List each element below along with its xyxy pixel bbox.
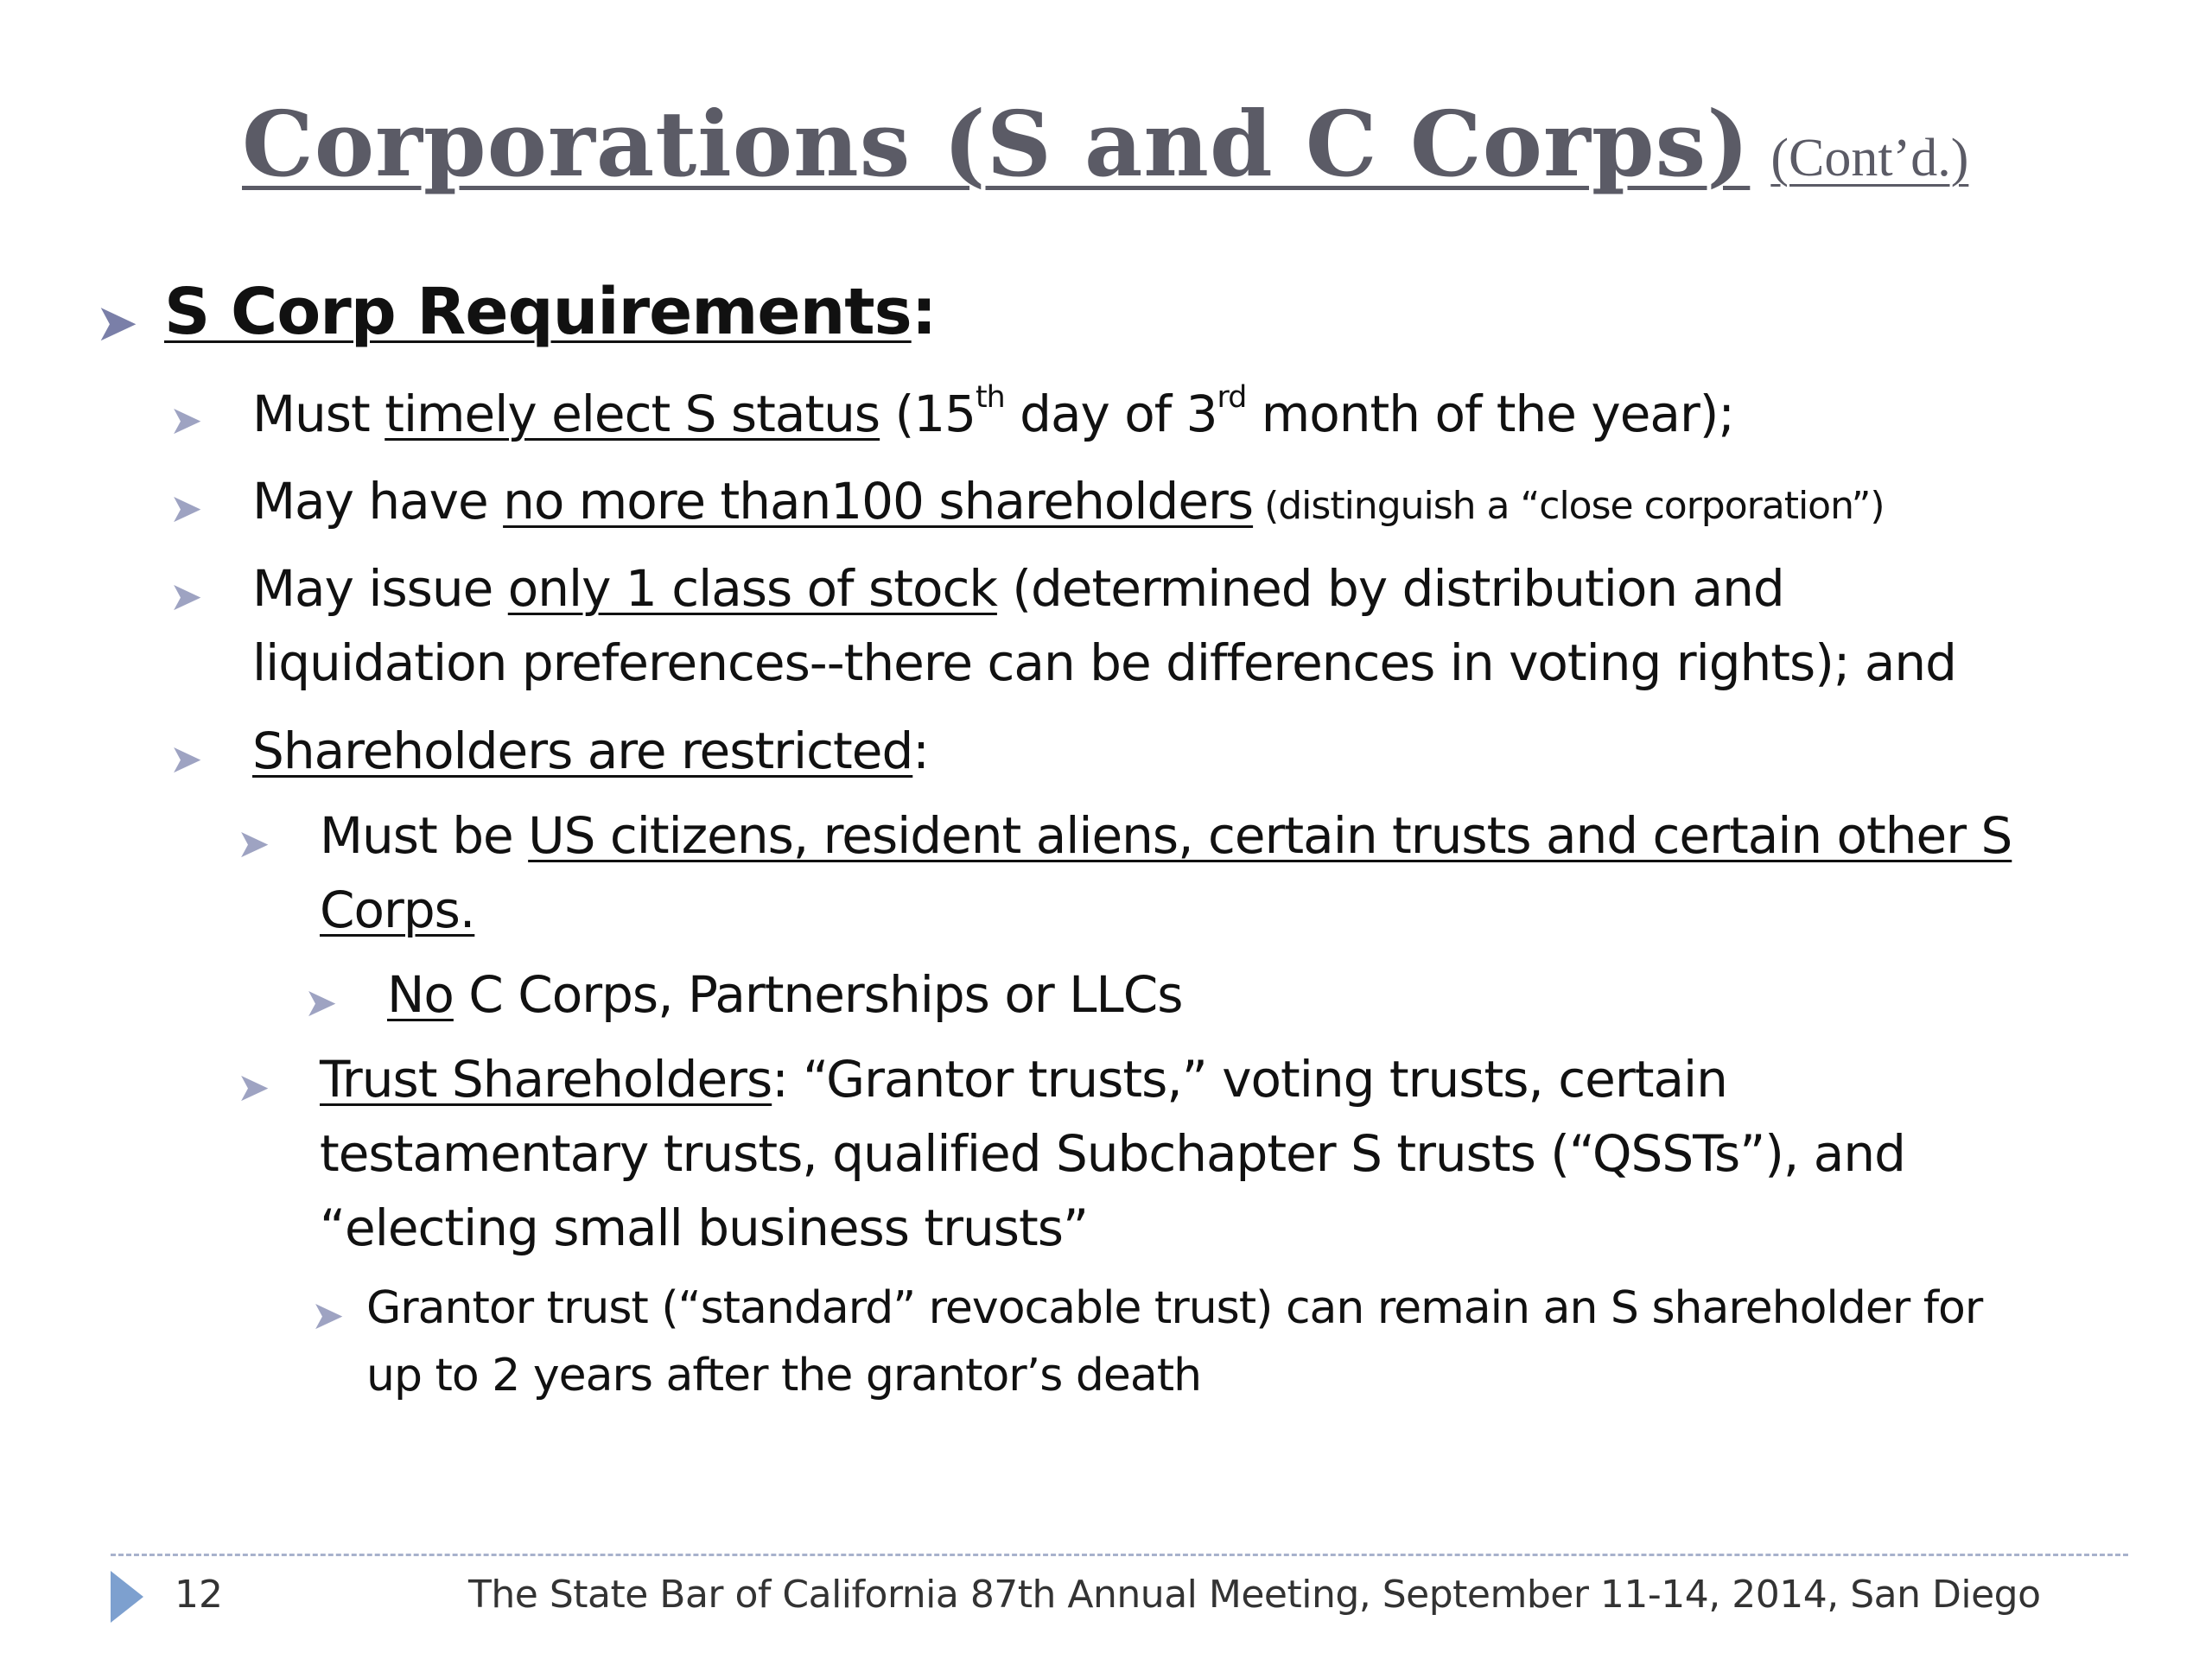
slide-title-sub: (Cont’d.) — [1770, 129, 1969, 188]
item-grantor-trust: Grantor trust (“standard” revocable trust) can remain an S shareholder for — [366, 1282, 1983, 1334]
bullet-arrow-icon: ➤ — [95, 295, 139, 352]
heading-s-corp-requirements: S Corp Requirements: — [164, 275, 937, 349]
item-timely-elect: Must timely elect S status (15th day of 3rd month of the year); — [252, 380, 1734, 443]
bullet-arrow-icon: ➤ — [237, 822, 270, 866]
item-shareholder-limit: May have no more than100 shareholders (distinguish a “close corporation”) — [252, 472, 1885, 531]
slide-title — [242, 91, 1968, 197]
footer-text: The State Bar of California 87th Annual Meeting, September 11-14, 2014, San Diego — [468, 1573, 2041, 1617]
bullet-arrow-icon: ➤ — [169, 737, 203, 781]
bullet-arrow-icon: ➤ — [169, 398, 203, 442]
item-no-c-corps: No C Corps, Partnerships or LLCs — [387, 965, 1183, 1024]
page-number: 12 — [175, 1573, 223, 1617]
item-eligible-shareholders-cont: Corps. — [320, 880, 475, 939]
bullet-arrow-icon: ➤ — [237, 1065, 270, 1109]
item-one-class-stock-cont: liquidation preferences--there can be differences in voting rights); and — [252, 633, 1956, 692]
footer-divider — [111, 1554, 2128, 1556]
item-trust-shareholders: Trust Shareholders: “Grantor trusts,” voting trusts, certain — [320, 1050, 1727, 1109]
footer-arrow-icon — [111, 1571, 143, 1623]
bullet-arrow-icon: ➤ — [311, 1294, 345, 1338]
bullet-arrow-icon: ➤ — [169, 575, 203, 619]
item-eligible-shareholders: Must be US citizens, resident aliens, certain trusts and certain other S — [320, 806, 2012, 865]
item-trust-shareholders-cont: testamentary trusts, qualified Subchapter S trusts (“QSSTs”), and — [320, 1124, 1905, 1183]
item-one-class-stock: May issue only 1 class of stock (determined by distribution and — [252, 559, 1784, 618]
item-trust-shareholders-cont2: “electing small business trusts” — [320, 1198, 1089, 1257]
item-grantor-trust-cont: up to 2 years after the grantor’s death — [366, 1350, 1202, 1402]
bullet-arrow-icon: ➤ — [169, 486, 203, 531]
slide-title-main: Corporations (S and C Corps) — [242, 91, 1751, 197]
bullet-arrow-icon: ➤ — [304, 981, 338, 1025]
item-shareholders-restricted: Shareholders are restricted: — [252, 721, 929, 780]
